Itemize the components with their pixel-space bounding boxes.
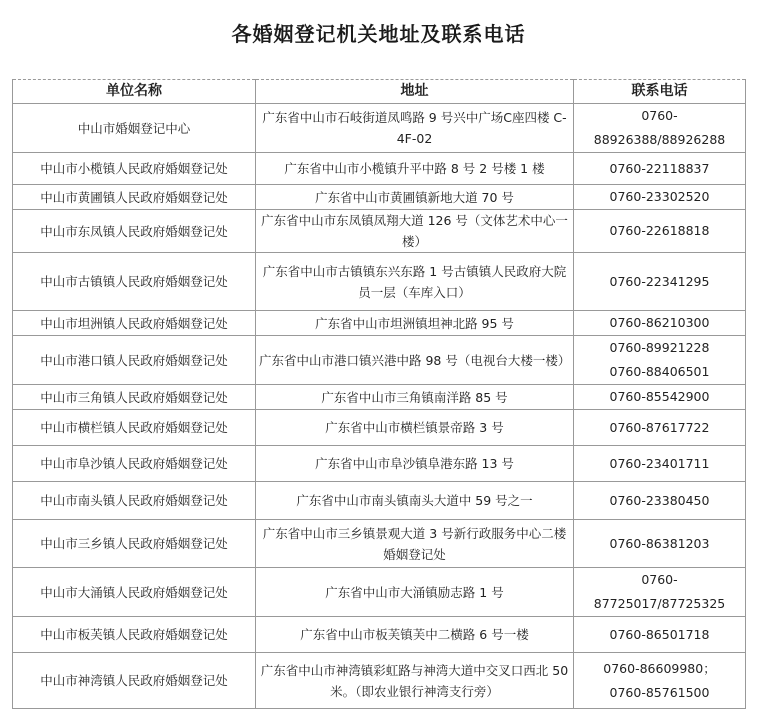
phone-cell	[574, 617, 746, 653]
phone-number: 0760-22341295	[609, 273, 710, 289]
phone-cell	[574, 185, 746, 210]
phone-number: 0760-85542900	[609, 389, 710, 404]
address-cell: 广东省中山市南头镇南头大道中 59 号之一	[256, 482, 574, 520]
unit-name-cell: 中山市大涌镇人民政府婚姻登记处	[13, 568, 256, 617]
address-cell: 广东省中山市古镇镇东兴东路 1 号古镇镇人民政府大院员一层（车库入口）	[256, 253, 574, 311]
address-cell: 广东省中山市黄圃镇新地大道 70 号	[256, 185, 574, 210]
table-body	[13, 104, 746, 709]
unit-name-cell: 中山市三角镇人民政府婚姻登记处	[13, 385, 256, 410]
phone-number: 0760-87725017/87725325	[593, 572, 726, 611]
phone-cell	[574, 311, 746, 336]
address-cell: 广东省中山市大涌镇励志路 1 号	[256, 568, 574, 617]
address-cell: 广东省中山市小榄镇升平中路 8 号 2 号楼 1 楼	[256, 153, 574, 185]
phone-number: 0760-22618818	[609, 223, 710, 238]
table-row	[13, 520, 746, 568]
unit-name-cell: 中山市小榄镇人民政府婚姻登记处	[13, 153, 256, 185]
unit-name-cell: 中山市南头镇人民政府婚姻登记处	[13, 482, 256, 520]
phone-number: 0760-89921228	[609, 340, 710, 355]
phone-number: 0760-22118837	[609, 160, 710, 176]
phone-number: 0760-86210300	[609, 315, 710, 330]
address-cell: 广东省中山市港口镇兴港中路 98 号（电视台大楼一楼）	[256, 336, 574, 385]
address-cell: 广东省中山市横栏镇景帝路 3 号	[256, 410, 574, 446]
unit-name-cell: 中山市婚姻登记中心	[13, 104, 256, 153]
phone-number: 0760-88926388/88926288	[593, 108, 726, 147]
table-row	[13, 210, 746, 253]
phone-cell	[574, 653, 746, 709]
table-row	[13, 385, 746, 410]
phone-cell	[574, 410, 746, 446]
table-row	[13, 253, 746, 311]
phone-number: 0760-87617722	[609, 419, 710, 435]
table-header-row	[13, 80, 746, 104]
phone-number: 0760-85761500	[609, 684, 710, 700]
unit-name-cell: 中山市三乡镇人民政府婚姻登记处	[13, 520, 256, 568]
phone-cell	[574, 446, 746, 482]
table-row	[13, 104, 746, 153]
phone-cell	[574, 153, 746, 185]
registry-table	[12, 79, 746, 709]
unit-name-cell: 中山市黄圃镇人民政府婚姻登记处	[13, 185, 256, 210]
unit-name-cell: 中山市横栏镇人民政府婚姻登记处	[13, 410, 256, 446]
table-row	[13, 568, 746, 617]
phone-cell	[574, 104, 746, 153]
table-row	[13, 336, 746, 385]
header-phone: 联系电话	[574, 80, 746, 104]
phone-cell	[574, 336, 746, 385]
phone-number: 0760-86501718	[609, 626, 710, 642]
address-cell: 广东省中山市三角镇南洋路 85 号	[256, 385, 574, 410]
phone-number: 0760-23401711	[609, 455, 710, 471]
phone-number: 0760-86609980；	[603, 660, 716, 676]
header-address: 地址	[256, 80, 574, 104]
phone-cell	[574, 253, 746, 311]
address-cell: 广东省中山市三乡镇景观大道 3 号新行政服务中心二楼婚姻登记处	[256, 520, 574, 568]
table-row	[13, 617, 746, 653]
phone-cell	[574, 385, 746, 410]
page-title: 各婚姻登记机关地址及联系电话	[231, 22, 526, 46]
header-unit-name: 单位名称	[13, 80, 256, 104]
unit-name-cell: 中山市港口镇人民政府婚姻登记处	[13, 336, 256, 385]
address-cell: 广东省中山市东凤镇凤翔大道 126 号（文体艺术中心一楼）	[256, 210, 574, 253]
table-row	[13, 153, 746, 185]
phone-cell	[574, 520, 746, 568]
unit-name-cell: 中山市神湾镇人民政府婚姻登记处	[13, 653, 256, 709]
unit-name-cell: 中山市阜沙镇人民政府婚姻登记处	[13, 446, 256, 482]
phone-cell	[574, 210, 746, 253]
table-row	[13, 185, 746, 210]
address-cell: 广东省中山市石岐街道凤鸣路 9 号兴中广场C座四楼 C-4F-02	[256, 104, 574, 153]
address-cell: 广东省中山市神湾镇彩虹路与神湾大道中交叉口西北 50 米。（即农业银行神湾支行旁）	[256, 653, 574, 709]
table-row	[13, 446, 746, 482]
table-row	[13, 311, 746, 336]
unit-name-cell: 中山市板芙镇人民政府婚姻登记处	[13, 617, 256, 653]
table-row	[13, 410, 746, 446]
phone-number: 0760-86381203	[609, 535, 710, 551]
phone-number: 0760-88406501	[609, 364, 710, 379]
unit-name-cell: 中山市东凤镇人民政府婚姻登记处	[13, 210, 256, 253]
unit-name-cell: 中山市古镇镇人民政府婚姻登记处	[13, 253, 256, 311]
table-row	[13, 482, 746, 520]
unit-name-cell: 中山市坦洲镇人民政府婚姻登记处	[13, 311, 256, 336]
phone-cell	[574, 482, 746, 520]
phone-cell	[574, 568, 746, 617]
table-row	[13, 653, 746, 709]
address-cell: 广东省中山市板芙镇芙中二横路 6 号一楼	[256, 617, 574, 653]
address-cell: 广东省中山市坦洲镇坦神北路 95 号	[256, 311, 574, 336]
address-cell: 广东省中山市阜沙镇阜港东路 13 号	[256, 446, 574, 482]
phone-number: 0760-23380450	[609, 492, 710, 508]
phone-number: 0760-23302520	[609, 189, 710, 204]
